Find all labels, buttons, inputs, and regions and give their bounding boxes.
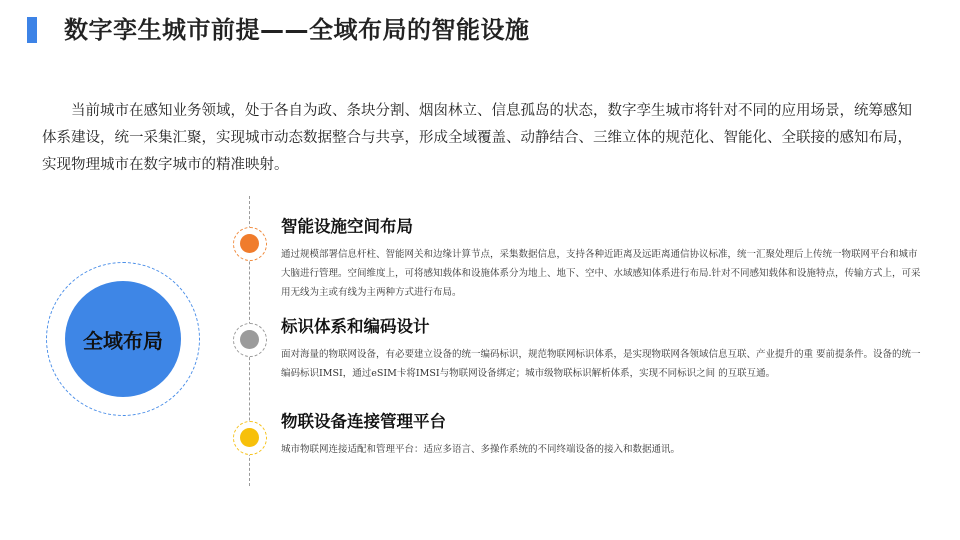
timeline-node-2: [233, 323, 267, 357]
section-identification-coding: [281, 316, 921, 383]
center-label: 全域布局: [83, 328, 163, 353]
timeline-dot-yellow: [240, 428, 259, 447]
section-body: 城市物联网连接适配和管理平台：适应多语言、多操作系统的不同终端设备的接入和数据通讯。: [281, 444, 681, 455]
section-body: 面对海量的物联网设备，有必要建立设备的统一编码标识，规范物联网标识体系，是实现物联网各领域信息互联、产业提升的重 要前提条件。设备的统一编码标识IMSI，通过eSIM卡将IMSI与物联网设备绑定；城市级物联标识解析体系，实现不同标识之间 的互联互通。: [281, 349, 921, 379]
section-heading: 标识体系和编码设计: [281, 317, 430, 336]
section-spatial-layout: [281, 216, 921, 302]
section-connection-platform: [281, 411, 921, 459]
timeline-dot-gray: [240, 330, 259, 349]
page-title: 数字孪生城市前提——全域布局的智能设施: [64, 16, 530, 44]
section-body: 通过规模部署信息杆柱、智能网关和边缘计算节点，采集数据信息，支持各种近距离及远距离通信协议标准，统一汇聚处理后上传统一物联网平台和城市大脑进行管理。空间维度上，可将感知载体和设施体系分为地上、地下、空中、水域感知体系进行布局.针对不同感知载体和设施特点，传输方式上，可采用无线为主或有线为主两种方式进行布局。: [281, 249, 921, 298]
timeline-node-3: [233, 421, 267, 455]
section-heading: 物联设备连接管理平台: [281, 412, 446, 431]
timeline-dot-orange: [240, 234, 259, 253]
title-accent-bar: [27, 17, 37, 43]
intro-paragraph: 当前城市在感知业务领域，处于各自为政、条块分割、烟囱林立、信息孤岛的状态，数字孪生城市将针对不同的应用场景，统筹感知体系建设，统一采集汇聚，实现城市动态数据整合与共享，形成全域覆盖、动静结合、三维立体的规范化、智能化、全联接的感知布局，实现物理城市在数字城市的精准映射。: [42, 103, 912, 173]
section-heading: 智能设施空间布局: [281, 217, 413, 236]
center-circle: [65, 281, 181, 397]
timeline-node-1: [233, 227, 267, 261]
